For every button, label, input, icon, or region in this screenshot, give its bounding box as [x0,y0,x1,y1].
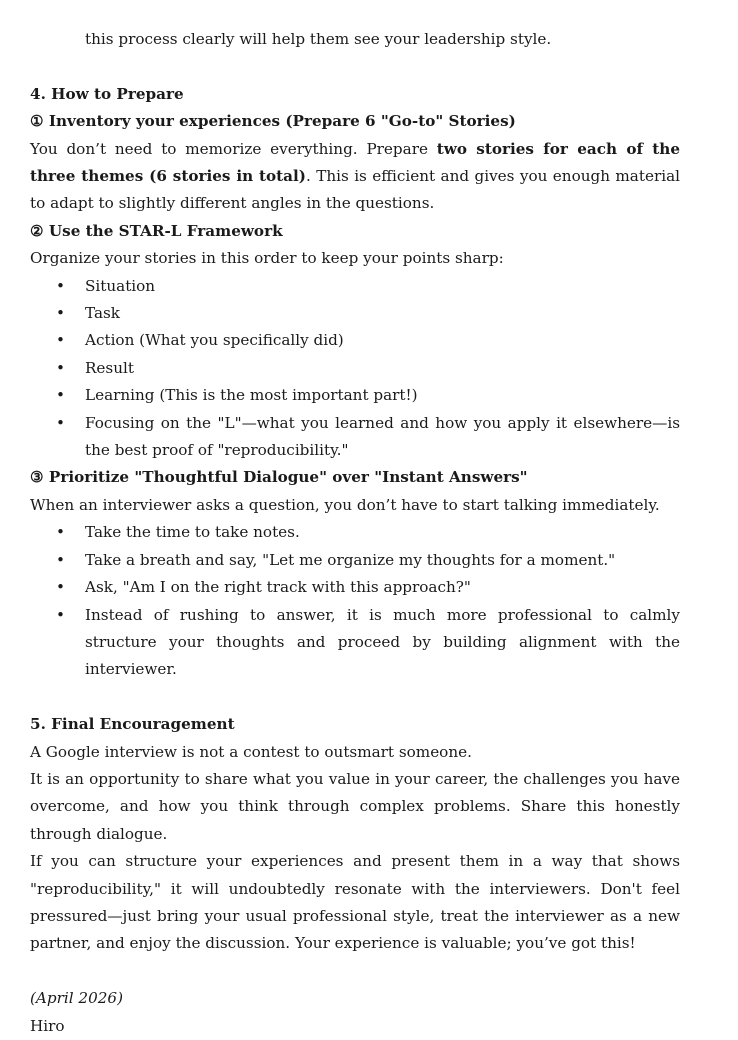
list-item: • Action (What you specifically did) [30,327,680,354]
star-l-list [30,273,680,465]
spacer [30,958,680,985]
spacer [30,684,680,711]
subsection-3-heading: ③ Prioritize "Thoughtful Dialogue" over "Instant Answers" [30,468,528,487]
list-item: • Ask, "Am I on the right track with this approach?" [30,574,680,601]
subsection-1-text-a: You don’t need to memorize everything. Prepare [30,139,437,158]
subsection-1-text-bold: two stories for each of the three themes (6 stories in total) [30,139,680,186]
list-item: • Take the time to take notes. [30,519,680,546]
subsection-2-heading: ② Use the STAR-L Framework [30,221,283,240]
spacer [30,53,680,80]
section-5-paragraph-3: If you can structure your experiences and present them in a way that shows "reproducibility," it will undoubtedly resonate with the interviewers. Don't feel pressured—just bring your usual professional style, treat the interviewer as a new partner, and enjoy the discussion. Your experience is valuable; you’ve got this! [30,852,680,953]
section-5-heading: 5. Final Encouragement [30,715,235,734]
subsection-1-heading: ① Inventory your experiences (Prepare 6 "Go-to" Stories) [30,112,516,131]
list-item: • Focusing on the "L"—what you learned and how you apply it elsewhere—is the best proof of "reproducibility." [30,410,680,465]
list-item: • Instead of rushing to answer, it is much more professional to calmly structure your thoughts and proceed by building alignment with the interviewer. [30,602,680,684]
dialogue-tips-list [30,519,680,683]
subsection-3-intro: When an interviewer asks a question, you don’t have to start talking immediately. [30,495,660,514]
subsection-1-paragraph [30,136,680,218]
signature-date: (April 2026) [30,989,123,1008]
list-item: • Learning (This is the most important part!) [30,382,680,409]
intro-tail-text: this process clearly will help them see your leadership style. [85,30,552,48]
list-item: • Result [30,355,680,382]
list-item: • Take a breath and say, "Let me organize my thoughts for a moment." [30,547,680,574]
document-body [30,26,680,1040]
signature-name: Hiro [30,1016,65,1035]
section-4-heading: 4. How to Prepare [30,84,184,103]
list-item: • Task [30,300,680,327]
subsection-2-intro: Organize your stories in this order to keep your points sharp: [30,249,504,268]
section-5-paragraph-2: It is an opportunity to share what you value in your career, the challenges you have overcome, and how you think through complex problems. Share this honestly through dialogue. [30,769,680,843]
section-5-paragraph-1: A Google interview is not a contest to outsmart someone. [30,742,472,761]
subsection-1-text-b: . This is efficient and gives you enough material to adapt to slightly different angles in the questions. [30,167,680,213]
list-item: • Situation [30,273,680,300]
